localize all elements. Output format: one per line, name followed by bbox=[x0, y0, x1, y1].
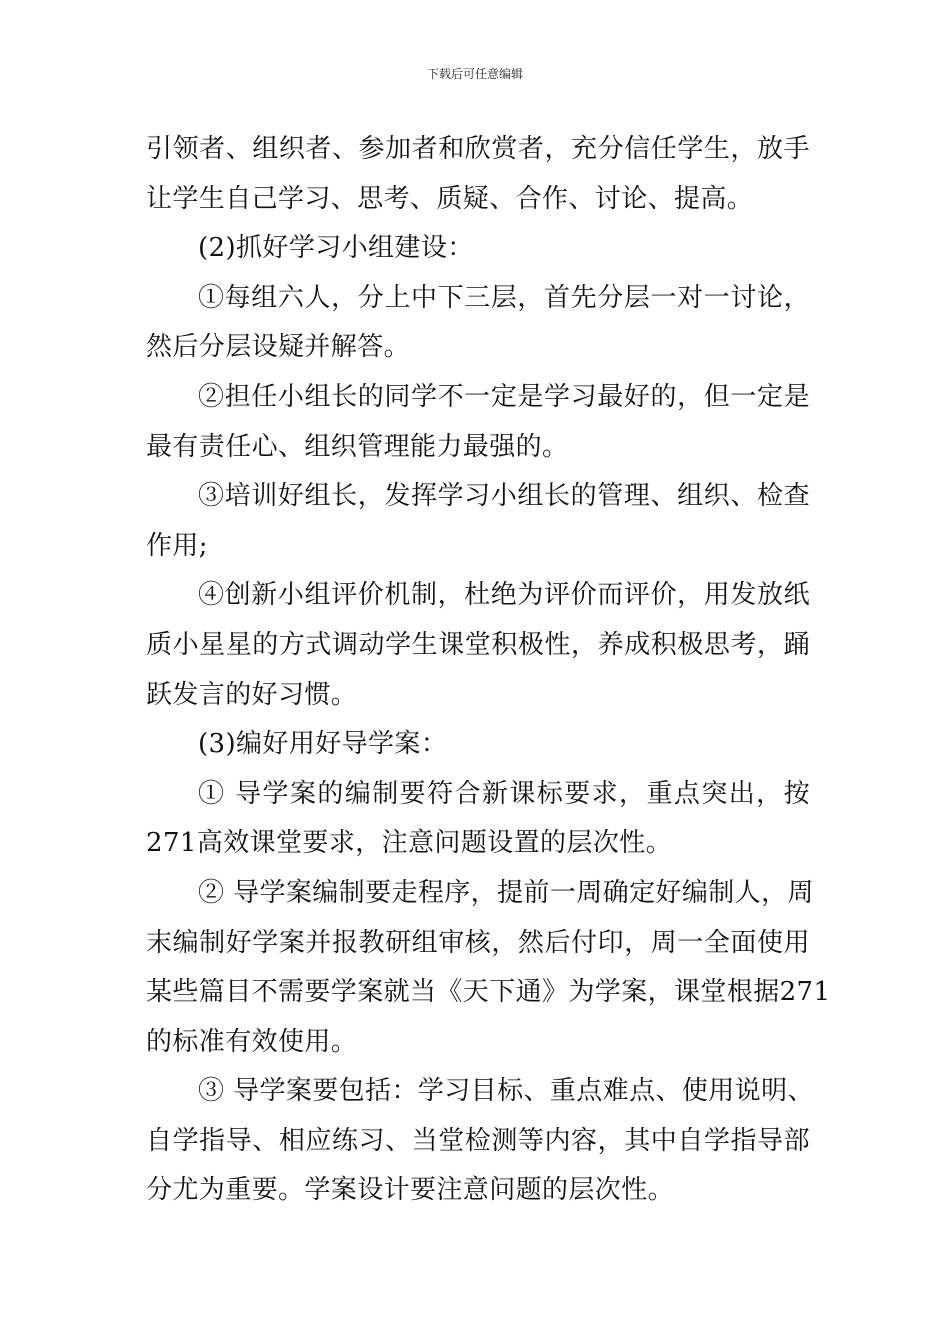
text-line: 跃发言的好习惯。 bbox=[146, 679, 358, 710]
text-line: 然后分层设疑并解答。 bbox=[146, 332, 411, 363]
text-line: 自学指导、相应练习、当堂检测等内容，其中自学指导部 bbox=[146, 1125, 810, 1156]
text-line: (2)抓好学习小组建设： bbox=[198, 233, 474, 264]
text-line: ②担任小组长的同学不一定是学习最好的，但一定是 bbox=[198, 381, 810, 412]
text-line: 引领者、组织者、参加者和欣赏者，充分信任学生，放手 bbox=[146, 134, 810, 164]
text-line: 最有责任心、组织管理能力最强的。 bbox=[146, 431, 569, 462]
text-line: ② 导学案编制要走程序，提前一周确定好编制人，周 bbox=[198, 877, 814, 908]
text-line: ③ 导学案要包括：学习目标、重点难点、使用说明、 bbox=[198, 1076, 814, 1107]
header-note: 下载后可任意编辑 bbox=[426, 67, 523, 81]
text-line: ①每组六人，分上中下三层，首先分层一对一讨论， bbox=[198, 282, 810, 313]
text-line: 作用; bbox=[146, 530, 208, 561]
body-text bbox=[146, 125, 831, 1216]
text-line: (3)编好用好导学案： bbox=[198, 729, 448, 760]
text-line: 让学生自己学习、思考、质疑、合作、讨论、提高。 bbox=[146, 183, 754, 214]
text-line: 某些篇目不需要学案就当《天下通》为学案，课堂根据271 bbox=[146, 977, 831, 1008]
text-line: 末编制好学案并报教研组审核，然后付印，周一全面使用 bbox=[146, 927, 810, 958]
text-line: ④创新小组评价机制，杜绝为评价而评价，用发放纸 bbox=[198, 580, 810, 611]
text-line: 271高效课堂要求，注意问题设置的层次性。 bbox=[146, 828, 673, 859]
text-line: 的标准有效使用。 bbox=[146, 1026, 358, 1057]
text-line: 分尤为重要。学案设计要注意问题的层次性。 bbox=[146, 1175, 675, 1206]
text-line: 质小星星的方式调动学生课堂积极性，养成积极思考，踊 bbox=[146, 629, 810, 660]
text-line: ① 导学案的编制要符合新课标要求，重点突出，按 bbox=[198, 778, 810, 809]
text-line: ③培训好组长，发挥学习小组长的管理、组织、检查 bbox=[198, 481, 810, 512]
